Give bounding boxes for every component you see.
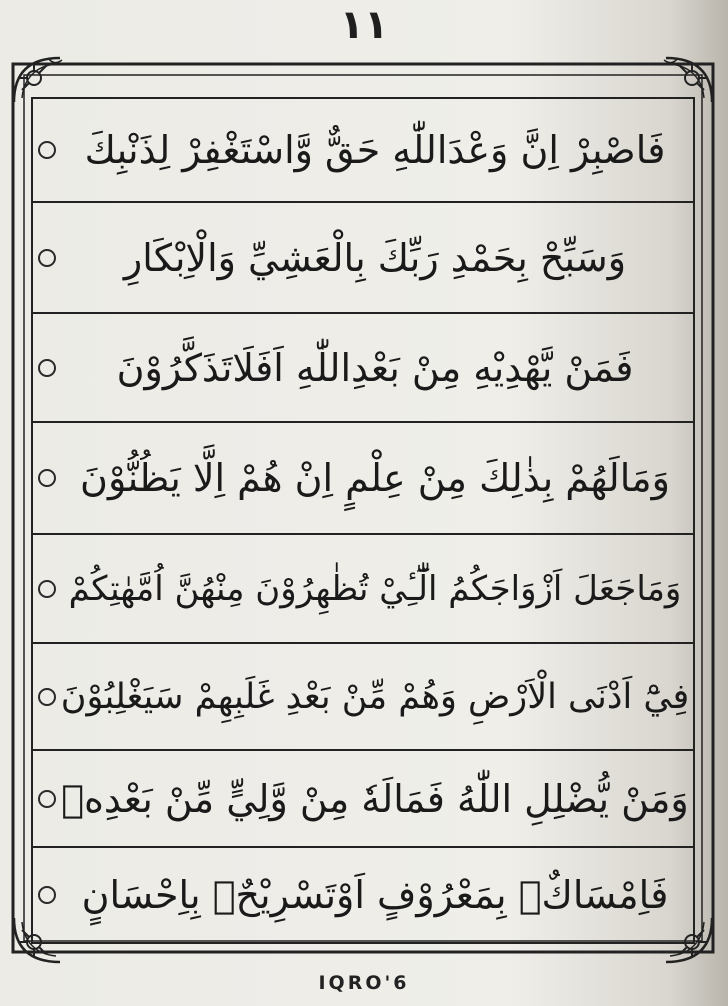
verse-text: فَمَنْ يَّهْدِيْهِ مِنْ بَعْدِاللّٰهِ اَفَلَاتَذَكَّرُوْنَ [116, 345, 634, 390]
circle-marker-icon [38, 790, 56, 808]
circle-marker-icon [38, 359, 56, 377]
circle-marker-icon [38, 580, 56, 598]
verse-text: وَمَنْ يُّضْلِلِ اللّٰهُ فَمَالَهٗ مِنْ وَّلِيٍّ مِّنْ بَعْدِهٖ [61, 776, 689, 821]
book-footer: IQRO'6 [318, 972, 410, 994]
verse-text: فَاِمْسَاكٌۢ بِمَعْرُوْفٍ اَوْتَسْرِيْحٌۢ بِاِحْسَانٍ [81, 873, 669, 917]
page-number: ١١ [339, 2, 389, 48]
circle-marker-icon [38, 141, 56, 159]
verse-row-3 [32, 313, 694, 422]
circle-marker-icon [38, 249, 56, 267]
verse-row-6 [32, 643, 694, 750]
verse-row-4 [32, 422, 694, 534]
circle-marker-icon [38, 886, 56, 904]
verse-row-1 [32, 98, 694, 202]
verse-row-2 [32, 202, 694, 313]
verse-text: وَمَاجَعَلَ اَزْوَاجَكُمُ الّٰٓـِٔيْ تُظٰهِرُوْنَ مِنْهُنَّ اُمَّهٰتِكُمْ [68, 568, 682, 609]
verse-text: وَسَبِّحْ بِحَمْدِ رَبِّكَ بِالْعَشِيِّ وَالْاِبْكَارِ [123, 235, 627, 280]
circle-marker-icon [38, 688, 56, 706]
verse-row-7 [32, 750, 694, 847]
verse-text: وَمَالَهُمْ بِذٰلِكَ مِنْ عِلْمٍ اِنْ هُمْ اِلَّا يَظُنُّوْنَ [80, 456, 670, 500]
verse-text: فِيْٓ اَدْنَى الْاَرْضِ وَهُمْ مِّنْ بَعْدِ غَلَبِهِمْ سَيَغْلِبُوْنَ [60, 676, 690, 717]
verse-row-5 [32, 534, 694, 643]
verse-row-8 [32, 847, 694, 943]
verse-rows [32, 98, 694, 943]
circle-marker-icon [38, 469, 56, 487]
verse-text: فَاصْبِرْ اِنَّ وَعْدَاللّٰهِ حَقٌّ وَّاسْتَغْفِرْ لِذَنْبِكَ [84, 128, 666, 172]
ornamental-frame [10, 50, 716, 966]
